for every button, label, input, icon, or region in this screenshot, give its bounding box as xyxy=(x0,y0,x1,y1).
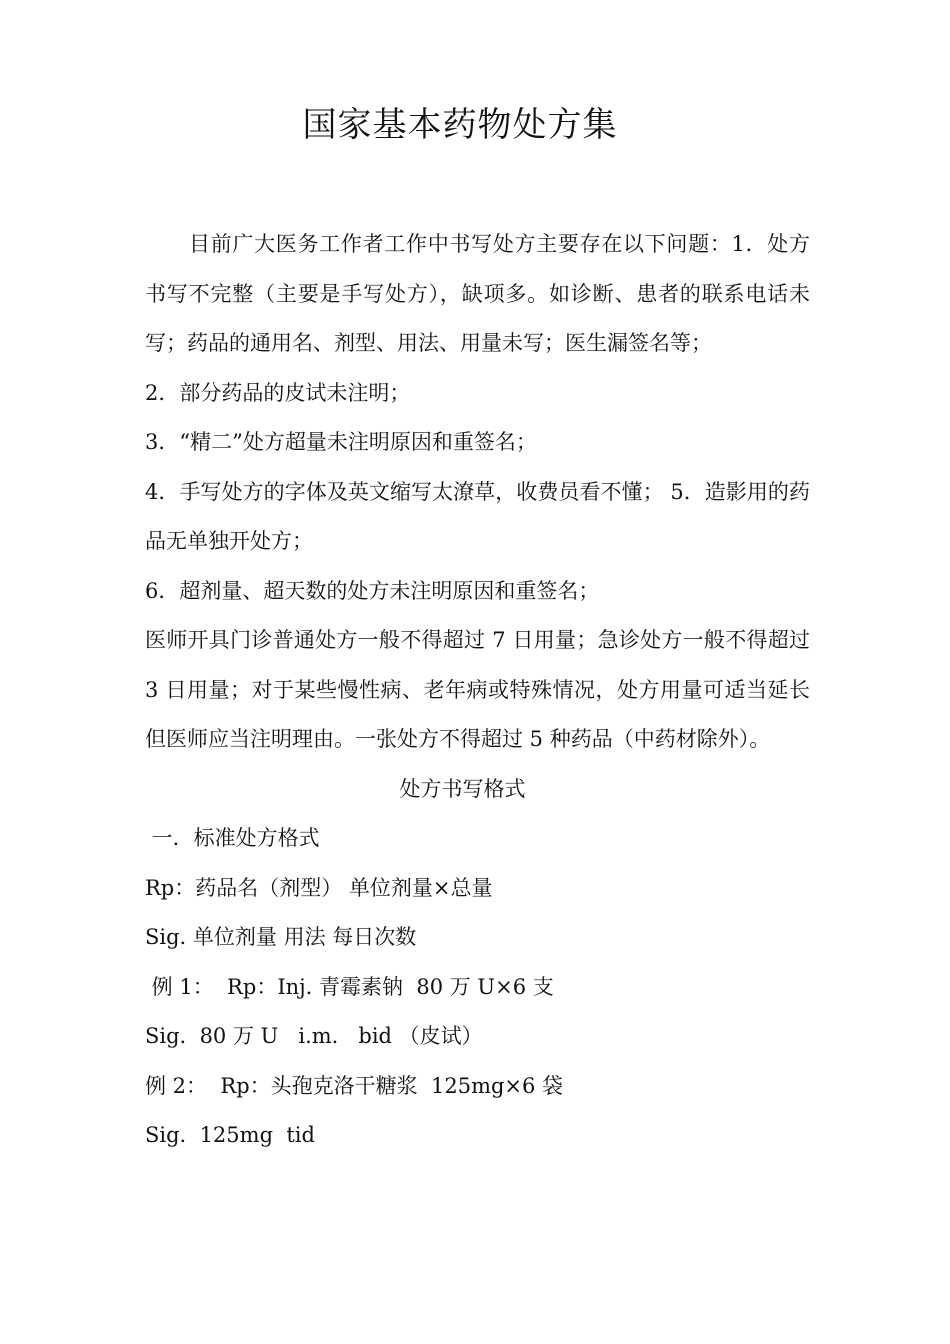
format-line: 例 2： Rp：头孢克洛干糖浆 125mg×6 袋 xyxy=(145,1073,564,1098)
issue-item: 2．部分药品的皮试未注明； xyxy=(145,380,411,405)
issue-item: 4．手写处方的字体及英文缩写太潦草，收费员看不懂； 5．造影用的药品无单独开处方； xyxy=(145,479,810,553)
format-line: 例 1： Rp：Inj. 青霉素钠 80 万 U×6 支 xyxy=(145,974,554,999)
format-line: Sig. 80 万 U i.m. bid （皮试） xyxy=(145,1024,483,1048)
format-line: 一．标准处方格式 xyxy=(145,826,320,850)
format-line: Sig. 单位剂量 用法 每日次数 xyxy=(145,925,417,949)
format-line: Sig. 125mg tid xyxy=(145,1123,315,1147)
format-line: Rp：药品名（剂型） 单位剂量×总量 xyxy=(145,875,493,900)
section-title: 处方书写格式 xyxy=(399,776,526,801)
document-body xyxy=(145,220,810,1161)
intro-paragraph: 目前广大医务工作者工作中书写处方主要存在以下问题：1．处方书写不完整（主要是手写处方），缺项多。如诊断、患者的联系电话未写；药品的通用名、剂型、用法、用量未写；医生漏签名等； xyxy=(145,232,810,355)
rule-paragraph: 医师开具门诊普通处方一般不得超过 7 日用量；急诊处方一般不得超过 3 日用量；对于某些慢性病、老年病或特殊情况，处方用量可适当延长但医师应当注明理由。一张处方不得超过 5 种药品（中药材除外）。 xyxy=(145,628,810,751)
issue-item: 6．超剂量、超天数的处方未注明原因和重签名； xyxy=(145,578,600,603)
document-title: 国家基本药物处方集 xyxy=(302,105,618,145)
issue-item: 3．“精二”处方超量未注明原因和重签名； xyxy=(145,430,537,454)
